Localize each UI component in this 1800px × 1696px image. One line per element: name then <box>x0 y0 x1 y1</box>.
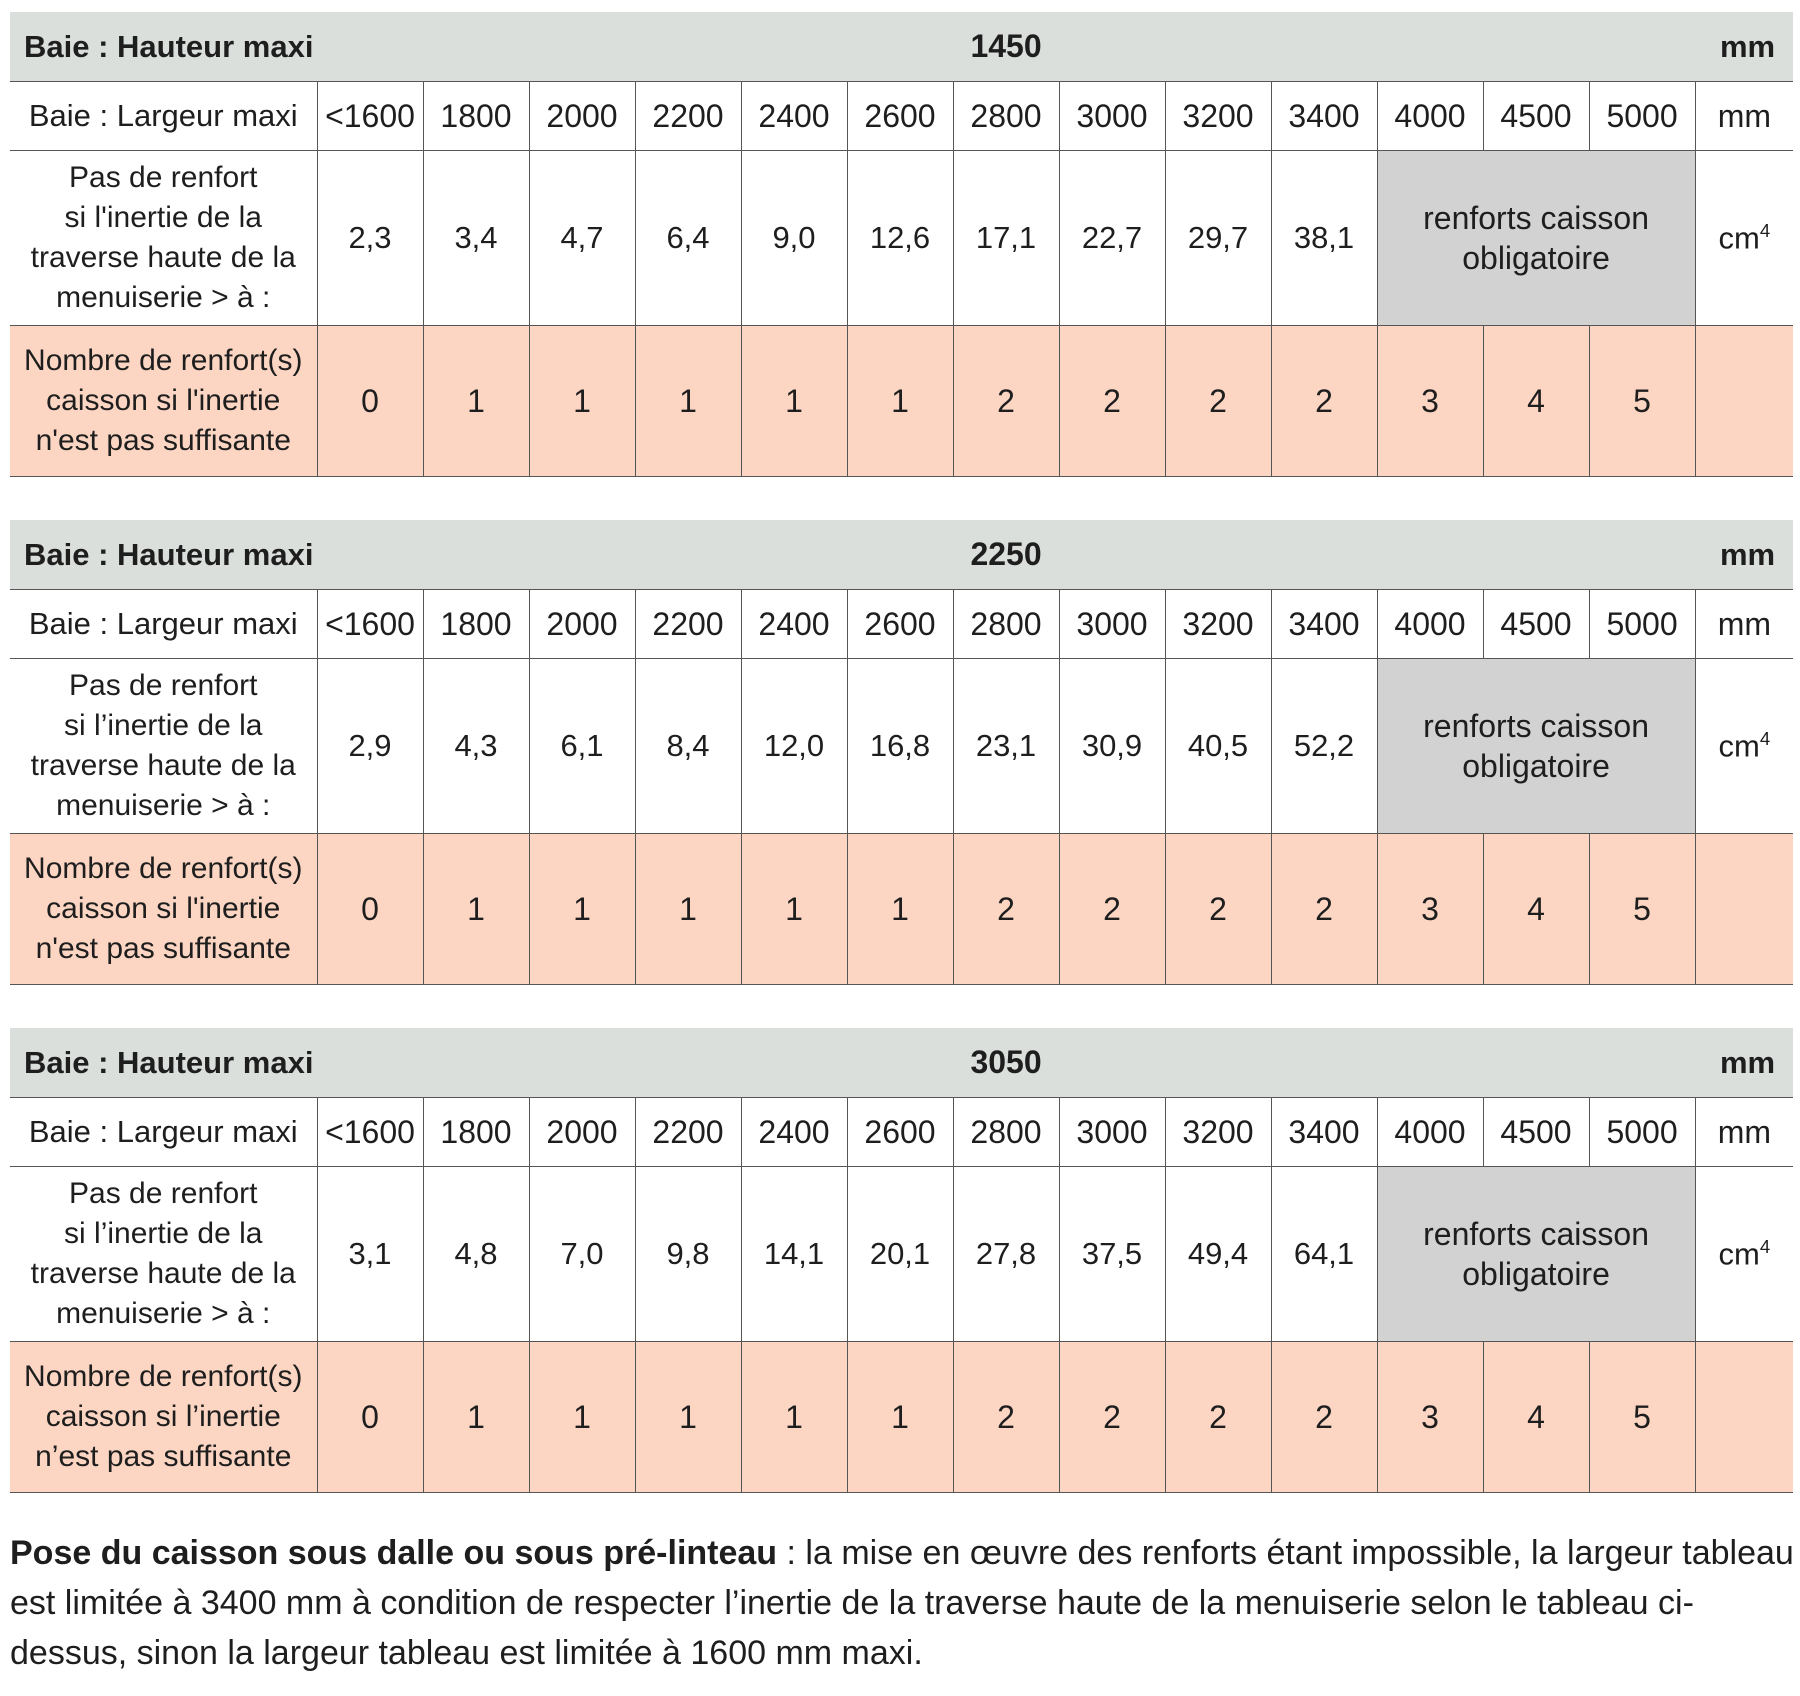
required-cell <box>1377 659 1695 834</box>
required-line: obligatoire <box>1462 1256 1610 1292</box>
width-cell: 2800 <box>953 590 1059 659</box>
footnote <box>10 1528 1795 1678</box>
inertia-cell: 29,7 <box>1165 151 1271 326</box>
required-line: renforts caisson <box>1423 1216 1649 1252</box>
count-cell: 4 <box>1483 326 1589 477</box>
inertia-cell: 37,5 <box>1059 1167 1165 1342</box>
width-cell: 2200 <box>635 82 741 151</box>
inertia-cell: 6,4 <box>635 151 741 326</box>
count-label <box>10 1342 317 1493</box>
width-row <box>10 82 1793 151</box>
count-empty-cell <box>1695 834 1793 985</box>
width-label: Baie : Largeur maxi <box>10 82 317 151</box>
width-cell: 2600 <box>847 1098 953 1167</box>
width-cell: 3000 <box>1059 82 1165 151</box>
inertia-cell: 8,4 <box>635 659 741 834</box>
count-cell: 2 <box>1165 834 1271 985</box>
height-row <box>10 12 1793 82</box>
count-row <box>10 1342 1793 1493</box>
count-empty-cell <box>1695 1342 1793 1493</box>
width-cell: 1800 <box>423 590 529 659</box>
inertia-unit <box>1695 1167 1793 1342</box>
width-cell: 4500 <box>1483 82 1589 151</box>
height-label: Baie : Hauteur maxi <box>10 1028 317 1098</box>
label-line: caisson si l'inertie <box>46 892 281 925</box>
width-cell: <1600 <box>317 82 423 151</box>
width-cell: <1600 <box>317 590 423 659</box>
count-empty-cell <box>1695 326 1793 477</box>
inertia-cell: 16,8 <box>847 659 953 834</box>
label-line: caisson si l'inertie <box>46 384 281 417</box>
required-line: obligatoire <box>1462 240 1610 276</box>
inertia-cell: 2,9 <box>317 659 423 834</box>
count-cell: 2 <box>953 326 1059 477</box>
inertia-cell: 9,0 <box>741 151 847 326</box>
inertia-cell: 7,0 <box>529 1167 635 1342</box>
label-line: Nombre de renfort(s) <box>24 852 303 885</box>
width-cell: 2800 <box>953 1098 1059 1167</box>
count-cell: 1 <box>741 326 847 477</box>
count-cell: 1 <box>529 326 635 477</box>
table-block <box>10 12 1793 477</box>
width-cell: 2800 <box>953 82 1059 151</box>
height-unit: mm <box>1695 1028 1793 1098</box>
label-line: n'est pas suffisante <box>35 932 291 965</box>
width-row <box>10 1098 1793 1167</box>
required-cell <box>1377 151 1695 326</box>
width-cell: 2000 <box>529 590 635 659</box>
inertia-cell: 38,1 <box>1271 151 1377 326</box>
count-cell: 0 <box>317 1342 423 1493</box>
width-cell: 3200 <box>1165 82 1271 151</box>
count-cell: 1 <box>847 834 953 985</box>
height-row <box>10 1028 1793 1098</box>
width-cell: 2400 <box>741 590 847 659</box>
count-cell: 2 <box>953 1342 1059 1493</box>
inertia-row <box>10 1167 1793 1342</box>
width-cell: 3400 <box>1271 590 1377 659</box>
width-cell: 2600 <box>847 590 953 659</box>
inertia-cell: 30,9 <box>1059 659 1165 834</box>
label-line: menuiserie > à : <box>56 281 271 314</box>
count-row <box>10 326 1793 477</box>
inertia-cell: 49,4 <box>1165 1167 1271 1342</box>
inertia-cell: 23,1 <box>953 659 1059 834</box>
count-cell: 2 <box>1059 1342 1165 1493</box>
height-value: 1450 <box>317 12 1695 82</box>
width-cell: 3400 <box>1271 82 1377 151</box>
width-cell: 2000 <box>529 82 635 151</box>
height-label: Baie : Hauteur maxi <box>10 12 317 82</box>
count-cell: 1 <box>635 1342 741 1493</box>
unit-exponent: 4 <box>1759 219 1771 241</box>
inertia-unit <box>1695 659 1793 834</box>
label-line: n’est pas suffisante <box>35 1440 292 1473</box>
count-cell: 1 <box>529 834 635 985</box>
count-cell: 1 <box>423 834 529 985</box>
width-cell: 4500 <box>1483 590 1589 659</box>
count-cell: 5 <box>1589 326 1695 477</box>
width-cell: 3200 <box>1165 1098 1271 1167</box>
width-cell: 2600 <box>847 82 953 151</box>
count-cell: 2 <box>1271 834 1377 985</box>
width-cell: 3200 <box>1165 590 1271 659</box>
count-cell: 5 <box>1589 834 1695 985</box>
required-line: renforts caisson <box>1423 708 1649 744</box>
inertia-cell: 52,2 <box>1271 659 1377 834</box>
count-cell: 2 <box>953 834 1059 985</box>
count-label <box>10 326 317 477</box>
count-row <box>10 834 1793 985</box>
width-cell: 2200 <box>635 590 741 659</box>
label-line: traverse haute de la <box>30 241 296 274</box>
height-unit: mm <box>1695 520 1793 590</box>
inertia-cell: 3,4 <box>423 151 529 326</box>
inertia-cell: 12,0 <box>741 659 847 834</box>
count-cell: 4 <box>1483 834 1589 985</box>
height-label: Baie : Hauteur maxi <box>10 520 317 590</box>
count-cell: 2 <box>1165 1342 1271 1493</box>
inertia-cell: 4,7 <box>529 151 635 326</box>
inertia-cell: 40,5 <box>1165 659 1271 834</box>
width-label: Baie : Largeur maxi <box>10 1098 317 1167</box>
height-value: 3050 <box>317 1028 1695 1098</box>
label-line: si l'inertie de la <box>64 201 262 234</box>
inertia-cell: 9,8 <box>635 1167 741 1342</box>
label-line: si l’inertie de la <box>64 1217 263 1250</box>
width-cell: 2400 <box>741 1098 847 1167</box>
required-cell <box>1377 1167 1695 1342</box>
inertia-cell: 14,1 <box>741 1167 847 1342</box>
inertia-cell: 2,3 <box>317 151 423 326</box>
inertia-cell: 17,1 <box>953 151 1059 326</box>
label-line: Nombre de renfort(s) <box>24 1360 303 1393</box>
count-cell: 3 <box>1377 834 1483 985</box>
inertia-label <box>10 659 317 834</box>
table-block <box>10 1028 1793 1493</box>
width-row <box>10 590 1793 659</box>
unit-exponent: 4 <box>1759 727 1771 749</box>
count-cell: 4 <box>1483 1342 1589 1493</box>
width-cell: 4500 <box>1483 1098 1589 1167</box>
inertia-row <box>10 659 1793 834</box>
table-block <box>10 520 1793 985</box>
width-cell: 4000 <box>1377 82 1483 151</box>
count-label <box>10 834 317 985</box>
count-cell: 2 <box>1165 326 1271 477</box>
count-cell: 1 <box>847 326 953 477</box>
count-cell: 0 <box>317 834 423 985</box>
width-cell: 2200 <box>635 1098 741 1167</box>
unit-base: cm <box>1718 220 1760 256</box>
label-line: caisson si l’inertie <box>45 1400 281 1433</box>
width-cell: 5000 <box>1589 590 1695 659</box>
count-cell: 2 <box>1059 834 1165 985</box>
width-cell: 3000 <box>1059 1098 1165 1167</box>
label-line: traverse haute de la <box>30 749 296 782</box>
width-cell: 4000 <box>1377 590 1483 659</box>
width-cell: <1600 <box>317 1098 423 1167</box>
count-cell: 1 <box>635 326 741 477</box>
count-cell: 1 <box>847 1342 953 1493</box>
spec-table <box>10 520 1793 985</box>
required-line: renforts caisson <box>1423 200 1649 236</box>
inertia-cell: 20,1 <box>847 1167 953 1342</box>
label-line: si l’inertie de la <box>64 709 263 742</box>
width-unit: mm <box>1695 1098 1793 1167</box>
count-cell: 0 <box>317 326 423 477</box>
width-cell: 3000 <box>1059 590 1165 659</box>
height-row <box>10 520 1793 590</box>
footnote-title: Pose du caisson sous dalle ou sous pré-linteau <box>10 1534 778 1572</box>
count-cell: 2 <box>1271 1342 1377 1493</box>
width-cell: 2400 <box>741 82 847 151</box>
count-cell: 1 <box>529 1342 635 1493</box>
count-cell: 1 <box>741 1342 847 1493</box>
unit-base: cm <box>1718 1236 1760 1272</box>
label-line: menuiserie > à : <box>56 1297 271 1330</box>
label-line: Nombre de renfort(s) <box>24 344 303 377</box>
width-cell: 5000 <box>1589 1098 1695 1167</box>
label-line: n'est pas suffisante <box>35 424 291 457</box>
width-cell: 1800 <box>423 82 529 151</box>
inertia-cell: 6,1 <box>529 659 635 834</box>
label-line: Pas de renfort <box>69 1177 258 1210</box>
inertia-cell: 12,6 <box>847 151 953 326</box>
inertia-row <box>10 151 1793 326</box>
required-line: obligatoire <box>1462 748 1610 784</box>
count-cell: 3 <box>1377 326 1483 477</box>
count-cell: 1 <box>741 834 847 985</box>
width-unit: mm <box>1695 82 1793 151</box>
count-cell: 1 <box>635 834 741 985</box>
width-cell: 4000 <box>1377 1098 1483 1167</box>
label-line: Pas de renfort <box>69 161 258 194</box>
width-cell: 5000 <box>1589 82 1695 151</box>
inertia-cell: 22,7 <box>1059 151 1165 326</box>
spec-table <box>10 1028 1793 1493</box>
width-cell: 3400 <box>1271 1098 1377 1167</box>
inertia-cell: 4,8 <box>423 1167 529 1342</box>
count-cell: 2 <box>1059 326 1165 477</box>
width-unit: mm <box>1695 590 1793 659</box>
inertia-cell: 4,3 <box>423 659 529 834</box>
count-cell: 2 <box>1271 326 1377 477</box>
inertia-label <box>10 151 317 326</box>
count-cell: 1 <box>423 1342 529 1493</box>
label-line: traverse haute de la <box>30 1257 296 1290</box>
count-cell: 5 <box>1589 1342 1695 1493</box>
width-cell: 2000 <box>529 1098 635 1167</box>
height-unit: mm <box>1695 12 1793 82</box>
label-line: menuiserie > à : <box>56 789 271 822</box>
inertia-cell: 3,1 <box>317 1167 423 1342</box>
height-value: 2250 <box>317 520 1695 590</box>
width-cell: 1800 <box>423 1098 529 1167</box>
inertia-cell: 64,1 <box>1271 1167 1377 1342</box>
spec-table <box>10 12 1793 477</box>
inertia-label <box>10 1167 317 1342</box>
count-cell: 3 <box>1377 1342 1483 1493</box>
count-cell: 1 <box>423 326 529 477</box>
unit-exponent: 4 <box>1759 1235 1771 1257</box>
label-line: Pas de renfort <box>69 669 258 702</box>
inertia-cell: 27,8 <box>953 1167 1059 1342</box>
unit-base: cm <box>1718 728 1760 764</box>
footnote-text: : la mise en œuvre des renforts étant impossible, la largeur tableau est limitée à 3400 mm à condition de respecter l’inertie de la traverse haute de la menuiserie selon le tableau ci-dessus, sinon la largeur tableau est limitée à 1600 mm maxi. <box>10 1534 1794 1672</box>
inertia-unit <box>1695 151 1793 326</box>
width-label: Baie : Largeur maxi <box>10 590 317 659</box>
